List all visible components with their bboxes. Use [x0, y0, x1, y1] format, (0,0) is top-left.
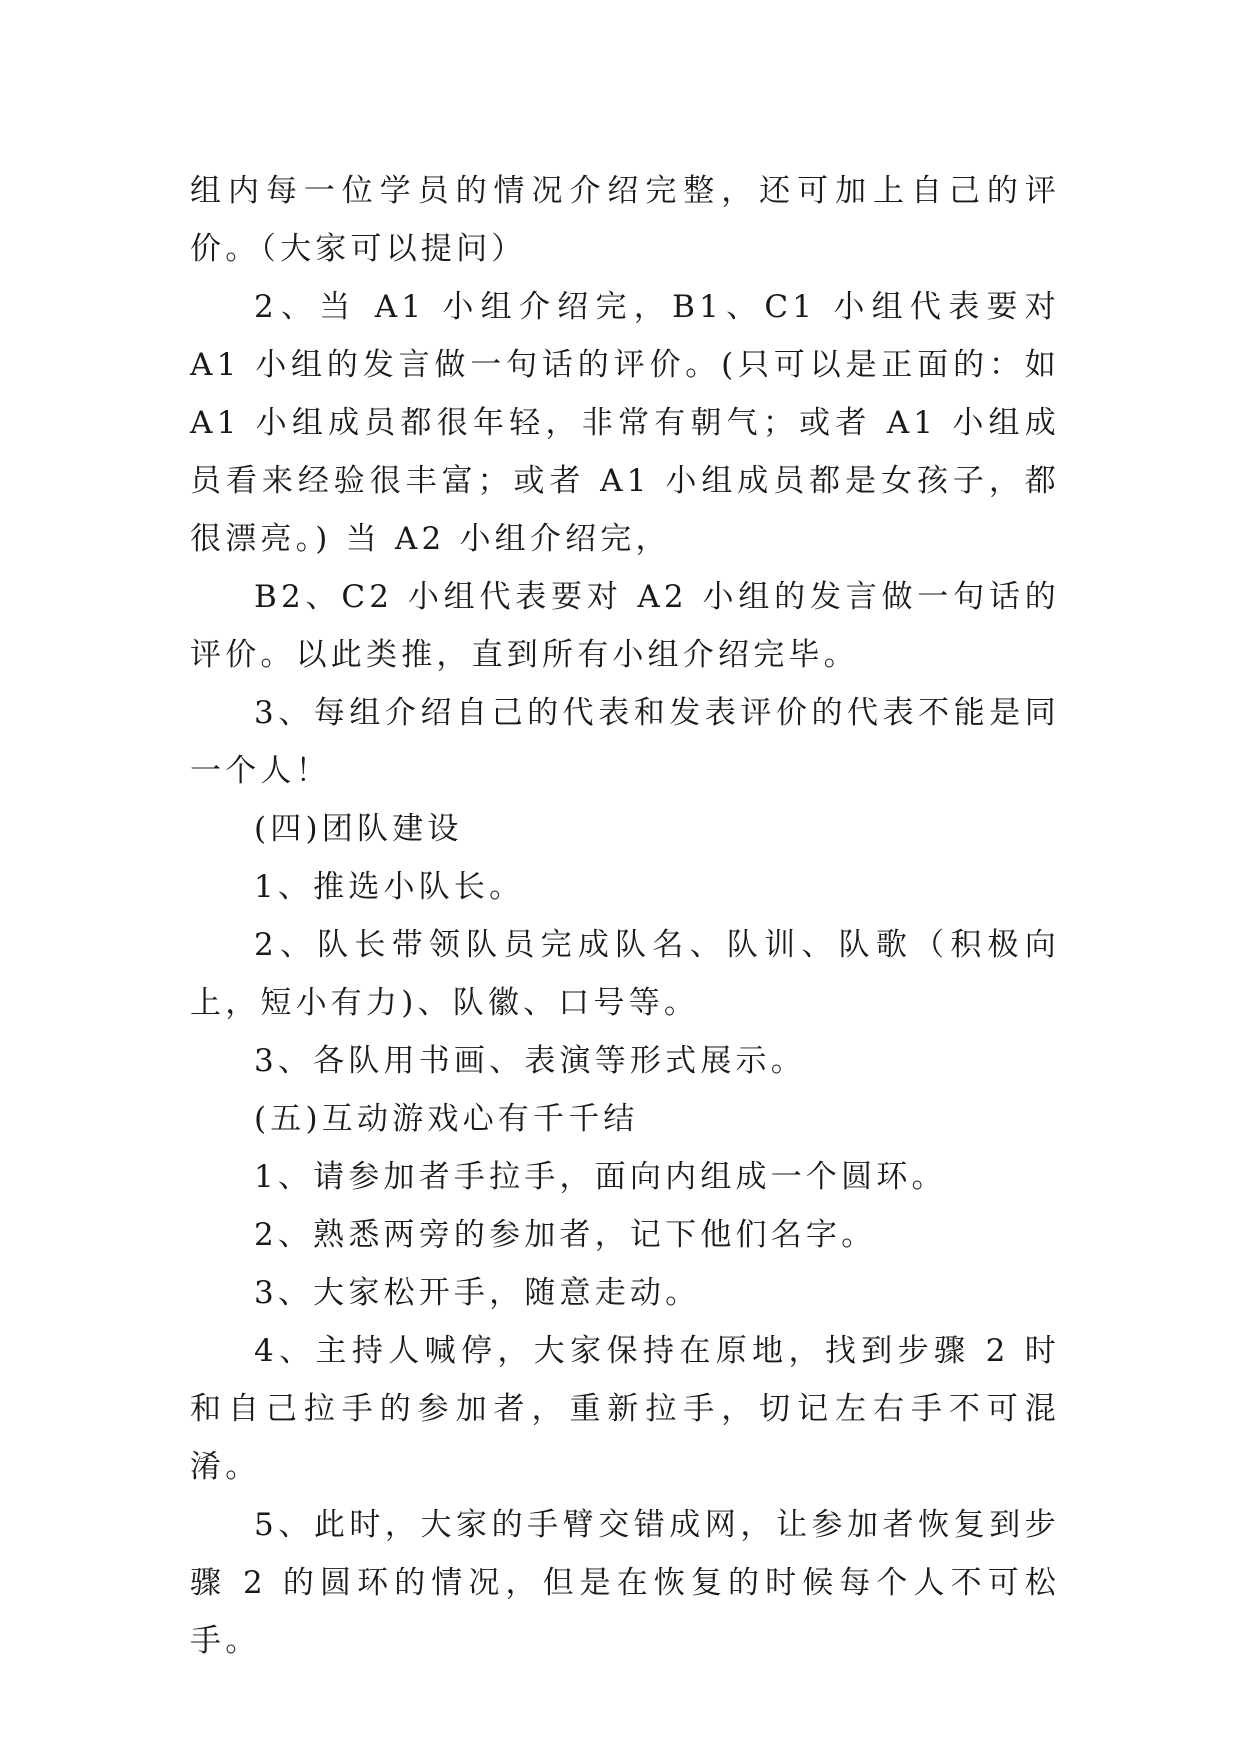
document-body — [190, 162, 1060, 1670]
paragraph-game-step-2: 2、熟悉两旁的参加者，记下他们名字。 — [254, 1217, 877, 1253]
paragraph-game-step-1: 1、请参加者手拉手，面向内组成一个圆环。 — [254, 1159, 947, 1195]
section-heading-team-building: (四)团队建设 — [254, 811, 463, 847]
paragraph-step-2-evaluation: 2、当 A1 小组介绍完，B1、C1 小组代表要对 A1 小组的发言做一句话的评价。(只可以是正面的：如 A1 小组成员都很年轻，非常有朝气；或者 A1 小组成员看来经验很丰富；或者 A1 小组成员都是女孩子，都很漂亮。) 当 A2 小组介绍完， — [190, 289, 1060, 557]
paragraph-step-2-continued: B2、C2 小组代表要对 A2 小组的发言做一句话的评价。以此类推，直到所有小组介绍完毕。 — [190, 579, 1060, 673]
paragraph-game-step-4: 4、主持人喊停，大家保持在原地，找到步骤 2 时和自己拉手的参加者，重新拉手，切记左右手不可混淆。 — [190, 1333, 1060, 1485]
paragraph-team-step-2: 2、队长带领队员完成队名、队训、队歌（积极向上，短小有力)、队徽、口号等。 — [190, 927, 1060, 1021]
section-heading-interactive-game: (五)互动游戏心有千千结 — [254, 1101, 639, 1137]
paragraph-game-step-5: 5、此时，大家的手臂交错成网，让参加者恢复到步骤 2 的圆环的情况，但是在恢复的时候每个人不可松手。 — [190, 1507, 1060, 1659]
paragraph-team-step-1: 1、推选小队长。 — [254, 869, 525, 905]
paragraph-intro-continuation: 组内每一位学员的情况介绍完整，还可加上自己的评价。（大家可以提问） — [190, 173, 1060, 267]
paragraph-game-step-3: 3、大家松开手，随意走动。 — [254, 1275, 701, 1311]
paragraph-team-step-3: 3、各队用书画、表演等形式展示。 — [254, 1043, 806, 1079]
paragraph-step-3-representatives: 3、每组介绍自己的代表和发表评价的代表不能是同一个人！ — [190, 695, 1060, 789]
